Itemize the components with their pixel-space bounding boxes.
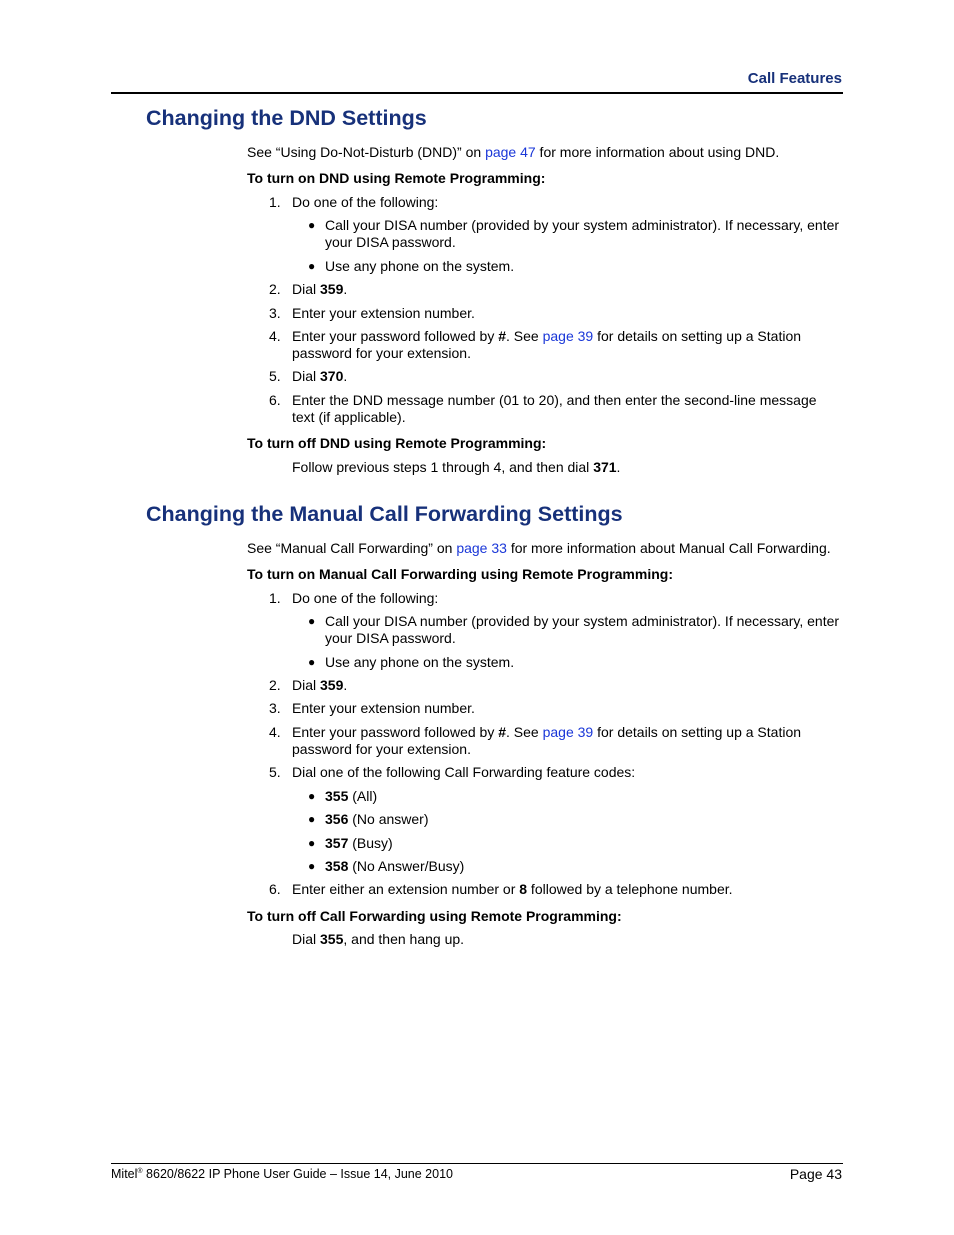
- fwd-step-5: Dial one of the following Call Forwarding feature codes:: [292, 764, 636, 780]
- fwd-intro: See “Manual Call Forwarding” on page 33 for more information about Manual Call Forwarding.: [247, 540, 831, 556]
- dnd-off-heading: To turn off DND using Remote Programming:: [247, 435, 547, 451]
- bullet-icon: ●: [308, 655, 316, 669]
- list-number: 6.: [269, 392, 281, 408]
- dnd-step-6: Enter the DND message number (01 to 20), and then enter the second-line message text (if applicable).: [292, 392, 817, 425]
- dnd-step-1-option-a: Call your DISA number (provided by your system administrator). If necessary, enter your DISA password.: [325, 217, 840, 250]
- list-number: 1.: [269, 194, 281, 210]
- list-number: 4.: [269, 724, 281, 740]
- footer-guide-title: Mitel® 8620/8622 IP Phone User Guide – Issue 14, June 2010: [111, 1167, 453, 1181]
- fwd-code-all: 355 (All): [325, 788, 378, 804]
- list-number: 3.: [269, 700, 281, 716]
- fwd-step-3: Enter your extension number.: [292, 700, 475, 716]
- list-number: 5.: [269, 368, 281, 384]
- dnd-step-4: Enter your password followed by #. See page 39 for details on setting up a Station password for your extension.: [292, 328, 802, 361]
- list-number: 1.: [269, 590, 281, 606]
- list-number: 2.: [269, 677, 281, 693]
- list-number: 2.: [269, 281, 281, 297]
- footer-divider: [111, 1163, 843, 1164]
- dnd-intro: See “Using Do-Not-Disturb (DND)” on page 47 for more information about using DND.: [247, 144, 780, 160]
- fwd-step-1-option-b: Use any phone on the system.: [325, 654, 515, 670]
- fwd-step-2: Dial 359.: [292, 677, 348, 693]
- dnd-step-4-page-link[interactable]: page 39: [542, 328, 594, 344]
- dnd-step-2: Dial 359.: [292, 281, 348, 297]
- bullet-icon: ●: [308, 218, 316, 232]
- bullet-icon: ●: [308, 259, 316, 273]
- page-number: Page 43: [789, 1166, 842, 1182]
- fwd-step-1-option-a: Call your DISA number (provided by your system administrator). If necessary, enter your DISA password.: [325, 613, 840, 646]
- header-divider: [111, 92, 843, 94]
- bullet-icon: ●: [308, 614, 316, 628]
- fwd-code-no-answer: 356 (No answer): [325, 811, 429, 827]
- dnd-section-title: Changing the DND Settings: [146, 106, 427, 130]
- fwd-code-busy: 357 (Busy): [325, 835, 393, 851]
- dnd-page-link[interactable]: page 47: [485, 144, 536, 160]
- list-number: 4.: [269, 328, 281, 344]
- bullet-icon: ●: [308, 789, 316, 803]
- list-number: 6.: [269, 881, 281, 897]
- fwd-step-6: Enter either an extension number or 8 followed by a telephone number.: [292, 881, 733, 897]
- fwd-off-heading: To turn off Call Forwarding using Remote Programming:: [247, 908, 622, 924]
- fwd-on-heading: To turn on Manual Call Forwarding using Remote Programming:: [247, 566, 673, 582]
- section-header: Call Features: [747, 70, 842, 87]
- fwd-step-4-page-link[interactable]: page 39: [542, 724, 594, 740]
- list-number: 5.: [269, 764, 281, 780]
- fwd-off-text: Dial 355, and then hang up.: [292, 931, 465, 947]
- dnd-step-1-option-b: Use any phone on the system.: [325, 258, 515, 274]
- dnd-on-heading: To turn on DND using Remote Programming:: [247, 170, 546, 186]
- dnd-step-1: Do one of the following:: [292, 194, 439, 210]
- dnd-step-3: Enter your extension number.: [292, 305, 475, 321]
- bullet-icon: ●: [308, 812, 316, 826]
- fwd-code-no-answer-busy: 358 (No Answer/Busy): [325, 858, 465, 874]
- fwd-section-title: Changing the Manual Call Forwarding Settings: [146, 502, 623, 526]
- fwd-page-link[interactable]: page 33: [456, 540, 507, 556]
- bullet-icon: ●: [308, 859, 316, 873]
- bullet-icon: ●: [308, 836, 316, 850]
- list-number: 3.: [269, 305, 281, 321]
- dnd-off-text: Follow previous steps 1 through 4, and then dial 371.: [292, 459, 621, 475]
- fwd-step-4: Enter your password followed by #. See page 39 for details on setting up a Station password for your extension.: [292, 724, 802, 757]
- fwd-step-1: Do one of the following:: [292, 590, 439, 606]
- dnd-step-5: Dial 370.: [292, 368, 348, 384]
